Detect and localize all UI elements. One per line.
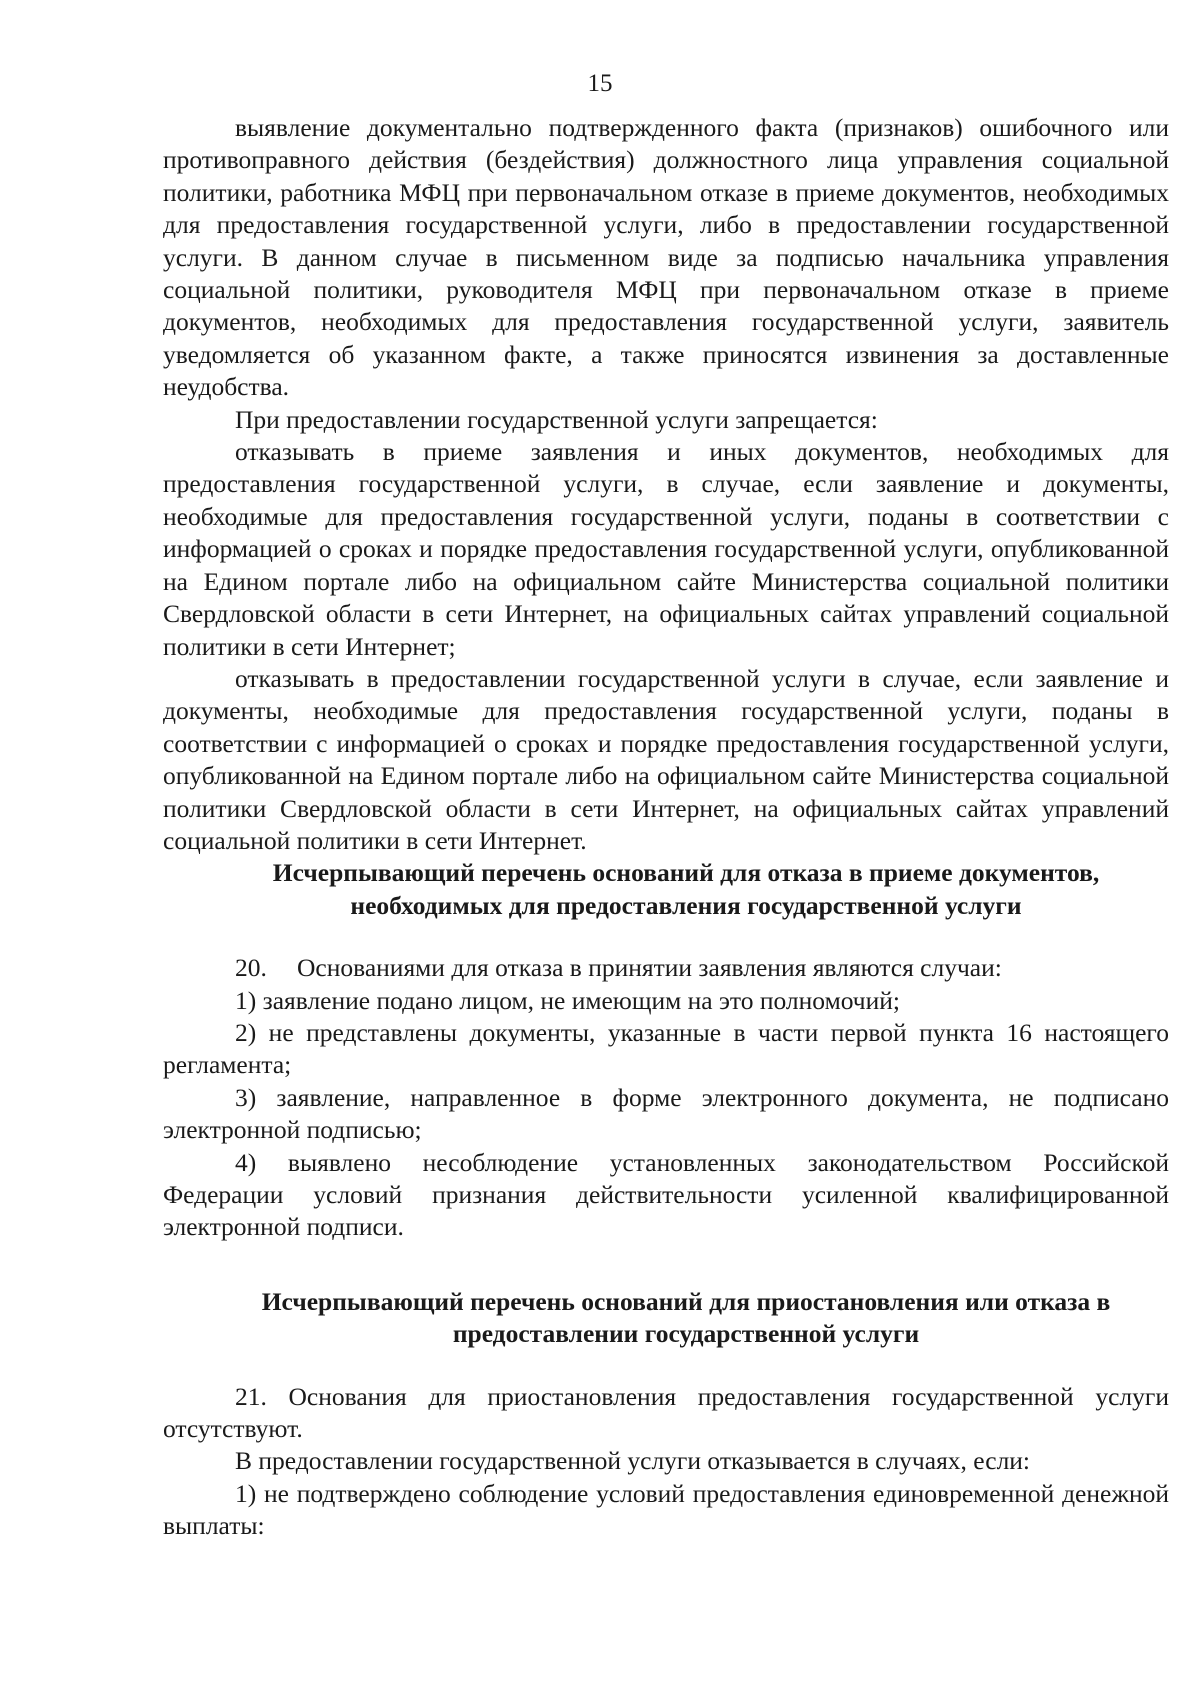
paragraph: В предоставлении государственной услуги отказывается в случаях, если: [235,1446,1031,1476]
paragraph: отказывать в предоставлении государственной услуги в случае, если заявление и документы, необходимые для предоставления государственной услуги, поданы в соответствии с информацией о сроках и порядке предоставления государственной услуги, опубликованной на Едином портале либо на официальном сайте Министерства социальной политики Свердловской области в сети Интернет, на официальных сайтах управлений социальной политики в сети Интернет. [163,663,1169,855]
section-20-intro-text: Основаниями для отказа в принятии заявления являются случаи: [297,953,1002,983]
section-heading: Исчерпывающий перечень оснований для приостановления или отказа в предоставлении государственной услуги [261,1286,1111,1349]
list-item: 3) заявление, направленное в форме электронного документа, не подписано электронной подписью; [163,1082,1169,1145]
paragraph: При предоставлении государственной услуги запрещается: [235,404,878,434]
list-item: 1) не подтверждено соблюдение условий предоставления единовременной денежной выплаты: [163,1478,1169,1541]
paragraph: выявление документально подтвержденного факта (признаков) ошибочного или противоправного действия (бездействия) должностного лица управления социальной политики, работника МФЦ при первоначальном отказе в приеме документов, необходимых для предоставления государственной услуги, либо в предоставлении государственной услуги. В данном случае в письменном виде за подписью начальника управления социальной политики, руководителя МФЦ при первоначальном отказе в приеме документов, необходимых для предоставления государственной услуги, заявитель уведомляется об указанном факте, а также приносятся извинения за доставленные неудобства. [163,113,1169,402]
document-body [163,112,1169,1543]
list-item: 4) выявлено несоблюдение установленных законодательством Российской Федерации условий признания действительности усиленной квалифицированной электронной подписи. [163,1147,1169,1242]
paragraph: 21. Основания для приостановления предоставления государственной услуги отсутствуют. [163,1381,1169,1444]
page-number: 15 [587,70,613,97]
list-item: 2) не представлены документы, указанные в части первой пункта 16 настоящего регламента; [163,1017,1169,1080]
section-number: 20. [235,953,267,983]
section-heading: Исчерпывающий перечень оснований для отказа в приеме документов, необходимых для предоставления государственной услуги [272,858,1100,920]
section-20-intro [163,952,1169,984]
list-item: 1) заявление подано лицом, не имеющим на это полномочий; [235,985,900,1015]
paragraph: отказывать в приеме заявления и иных документов, необходимых для предоставления государственной услуги, в случае, если заявление и документы, необходимые для предоставления государственной услуги, поданы в соответствии с информацией о сроках и порядке предоставления государственной услуги, опубликованной на Едином портале либо на официальном сайте Министерства социальной политики Свердловской области в сети Интернет, на официальных сайтах управлений социальной политики в сети Интернет; [163,437,1169,661]
